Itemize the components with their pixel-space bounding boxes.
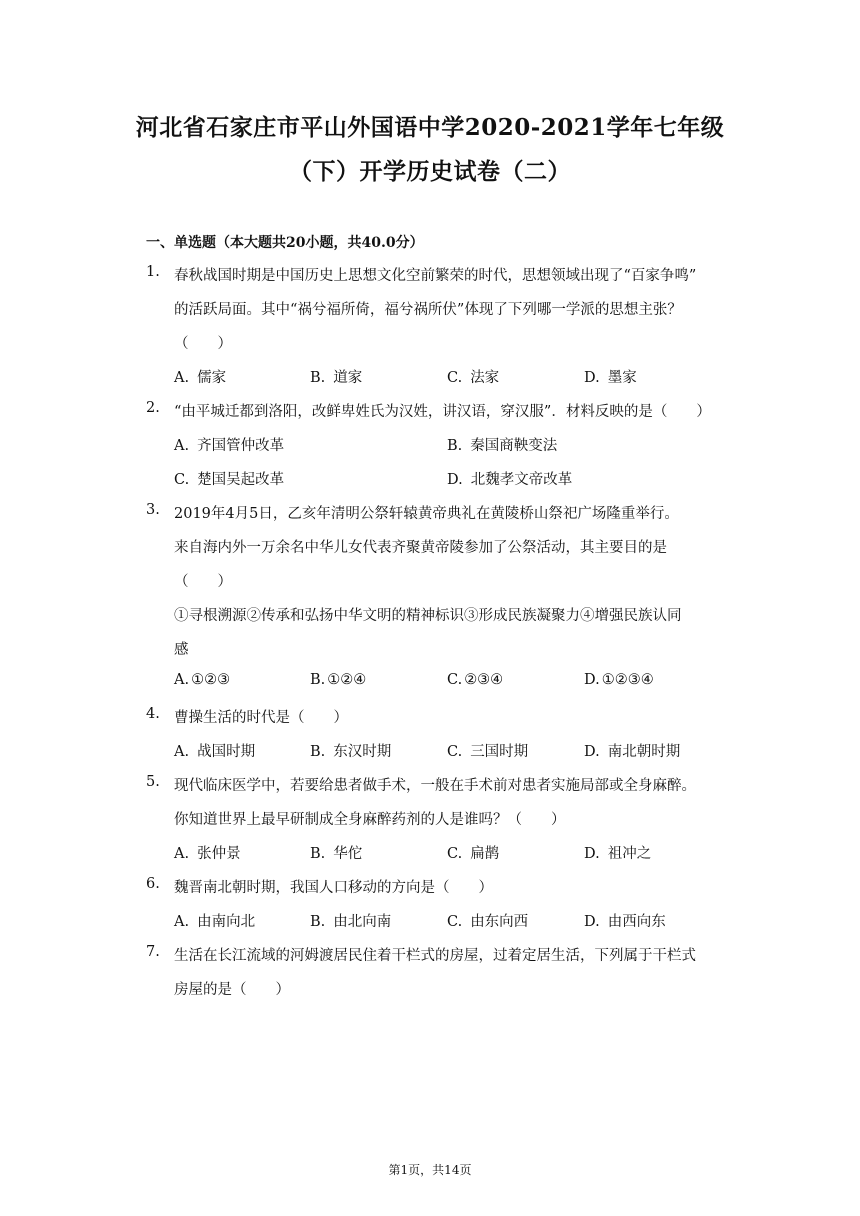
question-text: 魏晋南北朝时期，我国人口移动的方向是（ ） bbox=[174, 880, 493, 896]
option-label: A. bbox=[174, 438, 190, 454]
question-text: 生活在长江流域的河姆渡居民住着干栏式的房屋，过着定居生活，下列属于干栏式 bbox=[174, 948, 696, 964]
option-label: D. bbox=[584, 914, 600, 930]
option-text: 华佗 bbox=[333, 846, 363, 862]
option-label: A. bbox=[174, 744, 190, 760]
option-a bbox=[174, 910, 255, 931]
option-a bbox=[174, 842, 241, 863]
option-text: 扁鹊 bbox=[470, 846, 500, 862]
option-label: B. bbox=[310, 846, 326, 862]
option-a bbox=[174, 740, 255, 761]
option-text: 张仲景 bbox=[197, 846, 241, 862]
option-d bbox=[584, 910, 666, 931]
option-label: C. bbox=[447, 846, 463, 862]
option-label: B. bbox=[310, 744, 326, 760]
option-c bbox=[447, 366, 499, 387]
option-label: B. bbox=[310, 672, 326, 688]
option-b bbox=[310, 366, 362, 387]
option-label: D. bbox=[584, 370, 600, 386]
option-label: A. bbox=[174, 672, 190, 688]
option-a bbox=[174, 672, 230, 688]
option-text: 南北朝时期 bbox=[607, 744, 681, 760]
option-d bbox=[447, 468, 572, 489]
option-text: 法家 bbox=[470, 370, 500, 386]
option-b bbox=[310, 910, 391, 931]
question-number: 3. bbox=[146, 502, 160, 518]
question-text: 2019年4月5日，乙亥年清明公祭轩辕黄帝典礼在黄陵桥山祭祀广场隆重举行。 bbox=[174, 506, 679, 522]
option-label: C. bbox=[447, 672, 463, 688]
title-line-1: 河北省石家庄市平山外国语中学2020-2021学年七年级 bbox=[135, 114, 725, 141]
option-text: 秦国商鞅变法 bbox=[470, 438, 558, 454]
option-label: A. bbox=[174, 846, 190, 862]
option-text: ①②③ bbox=[191, 672, 231, 688]
option-d bbox=[584, 740, 680, 761]
option-text: ①②④ bbox=[327, 672, 367, 688]
option-b bbox=[310, 740, 391, 761]
question-text: 来自海内外一万余名中华儿女代表齐聚黄帝陵参加了公祭活动，其主要目的是 bbox=[174, 540, 667, 556]
option-text: 三国时期 bbox=[470, 744, 529, 760]
option-d bbox=[584, 672, 654, 688]
option-d bbox=[584, 366, 637, 387]
option-label: C. bbox=[447, 914, 463, 930]
option-label: C. bbox=[447, 744, 463, 760]
option-label: A. bbox=[174, 914, 190, 930]
option-text: 北魏孝文帝改革 bbox=[470, 472, 573, 488]
option-text: 由北向南 bbox=[333, 914, 392, 930]
option-text: 由西向东 bbox=[607, 914, 666, 930]
question-text: 的活跃局面。其中“祸兮福所倚，福兮祸所伏”体现了下列哪一学派的思想主张？ bbox=[174, 302, 682, 318]
title-line-2: （下）开学历史试卷（二） bbox=[289, 158, 571, 185]
question-number: 7. bbox=[146, 944, 160, 960]
option-text: 楚国吴起改革 bbox=[197, 472, 285, 488]
option-label: B. bbox=[310, 914, 326, 930]
option-text: 儒家 bbox=[197, 370, 227, 386]
option-label: B. bbox=[310, 370, 326, 386]
option-label: D. bbox=[584, 846, 600, 862]
option-text: 墨家 bbox=[607, 370, 637, 386]
option-b bbox=[310, 842, 362, 863]
question-number: 5. bbox=[146, 774, 160, 790]
option-c bbox=[447, 672, 503, 688]
question-text: “由平城迁都到洛阳，改鲜卑姓氏为汉姓，讲汉语，穿汉服”．材料反映的是（ ） bbox=[174, 404, 711, 420]
option-label: B. bbox=[447, 438, 463, 454]
option-label: D. bbox=[447, 472, 463, 488]
option-c bbox=[447, 842, 499, 863]
option-d bbox=[584, 842, 651, 863]
option-b bbox=[310, 672, 366, 688]
option-label: D. bbox=[584, 672, 600, 688]
option-text: 东汉时期 bbox=[333, 744, 392, 760]
option-c bbox=[447, 740, 528, 761]
option-a bbox=[174, 366, 226, 387]
option-text: ①②③④ bbox=[601, 672, 654, 688]
page-footer: 第1页，共14页 bbox=[388, 1163, 472, 1177]
question-number: 1. bbox=[146, 264, 160, 280]
question-text: （ ） bbox=[174, 574, 232, 590]
option-b bbox=[447, 434, 557, 455]
question-text: 现代临床医学中，若要给患者做手术，一般在手术前对患者实施局部或全身麻醉。 bbox=[174, 778, 696, 794]
option-text: 道家 bbox=[333, 370, 363, 386]
question-number: 4. bbox=[146, 706, 160, 722]
option-text: 祖冲之 bbox=[607, 846, 652, 862]
option-text: 齐国管仲改革 bbox=[197, 438, 285, 454]
question-text: ①寻根溯源②传承和弘扬中华文明的精神标识③形成民族凝聚力④增强民族认同 bbox=[174, 608, 682, 624]
option-c bbox=[174, 468, 284, 489]
option-text: 由南向北 bbox=[197, 914, 256, 930]
option-label: C. bbox=[174, 472, 190, 488]
question-number: 2. bbox=[146, 400, 160, 416]
question-text: 春秋战国时期是中国历史上思想文化空前繁荣的时代，思想领域出现了“百家争鸣” bbox=[174, 268, 697, 284]
option-a bbox=[174, 434, 284, 455]
option-label: C. bbox=[447, 370, 463, 386]
section-heading: 一、单选题（本大题共20小题，共40.0分） bbox=[146, 235, 424, 251]
option-text: ②③④ bbox=[464, 672, 504, 688]
question-text: 房屋的是（ ） bbox=[174, 982, 290, 998]
question-text: （ ） bbox=[174, 336, 232, 352]
option-label: A. bbox=[174, 370, 190, 386]
question-text: 曹操生活的时代是（ ） bbox=[174, 710, 348, 726]
question-number: 6. bbox=[146, 876, 160, 892]
question-text: 你知道世界上最早研制成全身麻醉药剂的人是谁吗？（ ） bbox=[174, 812, 566, 828]
option-text: 战国时期 bbox=[197, 744, 256, 760]
option-c bbox=[447, 910, 528, 931]
option-text: 由东向西 bbox=[470, 914, 529, 930]
question-text: 感 bbox=[174, 642, 189, 658]
option-label: D. bbox=[584, 744, 600, 760]
